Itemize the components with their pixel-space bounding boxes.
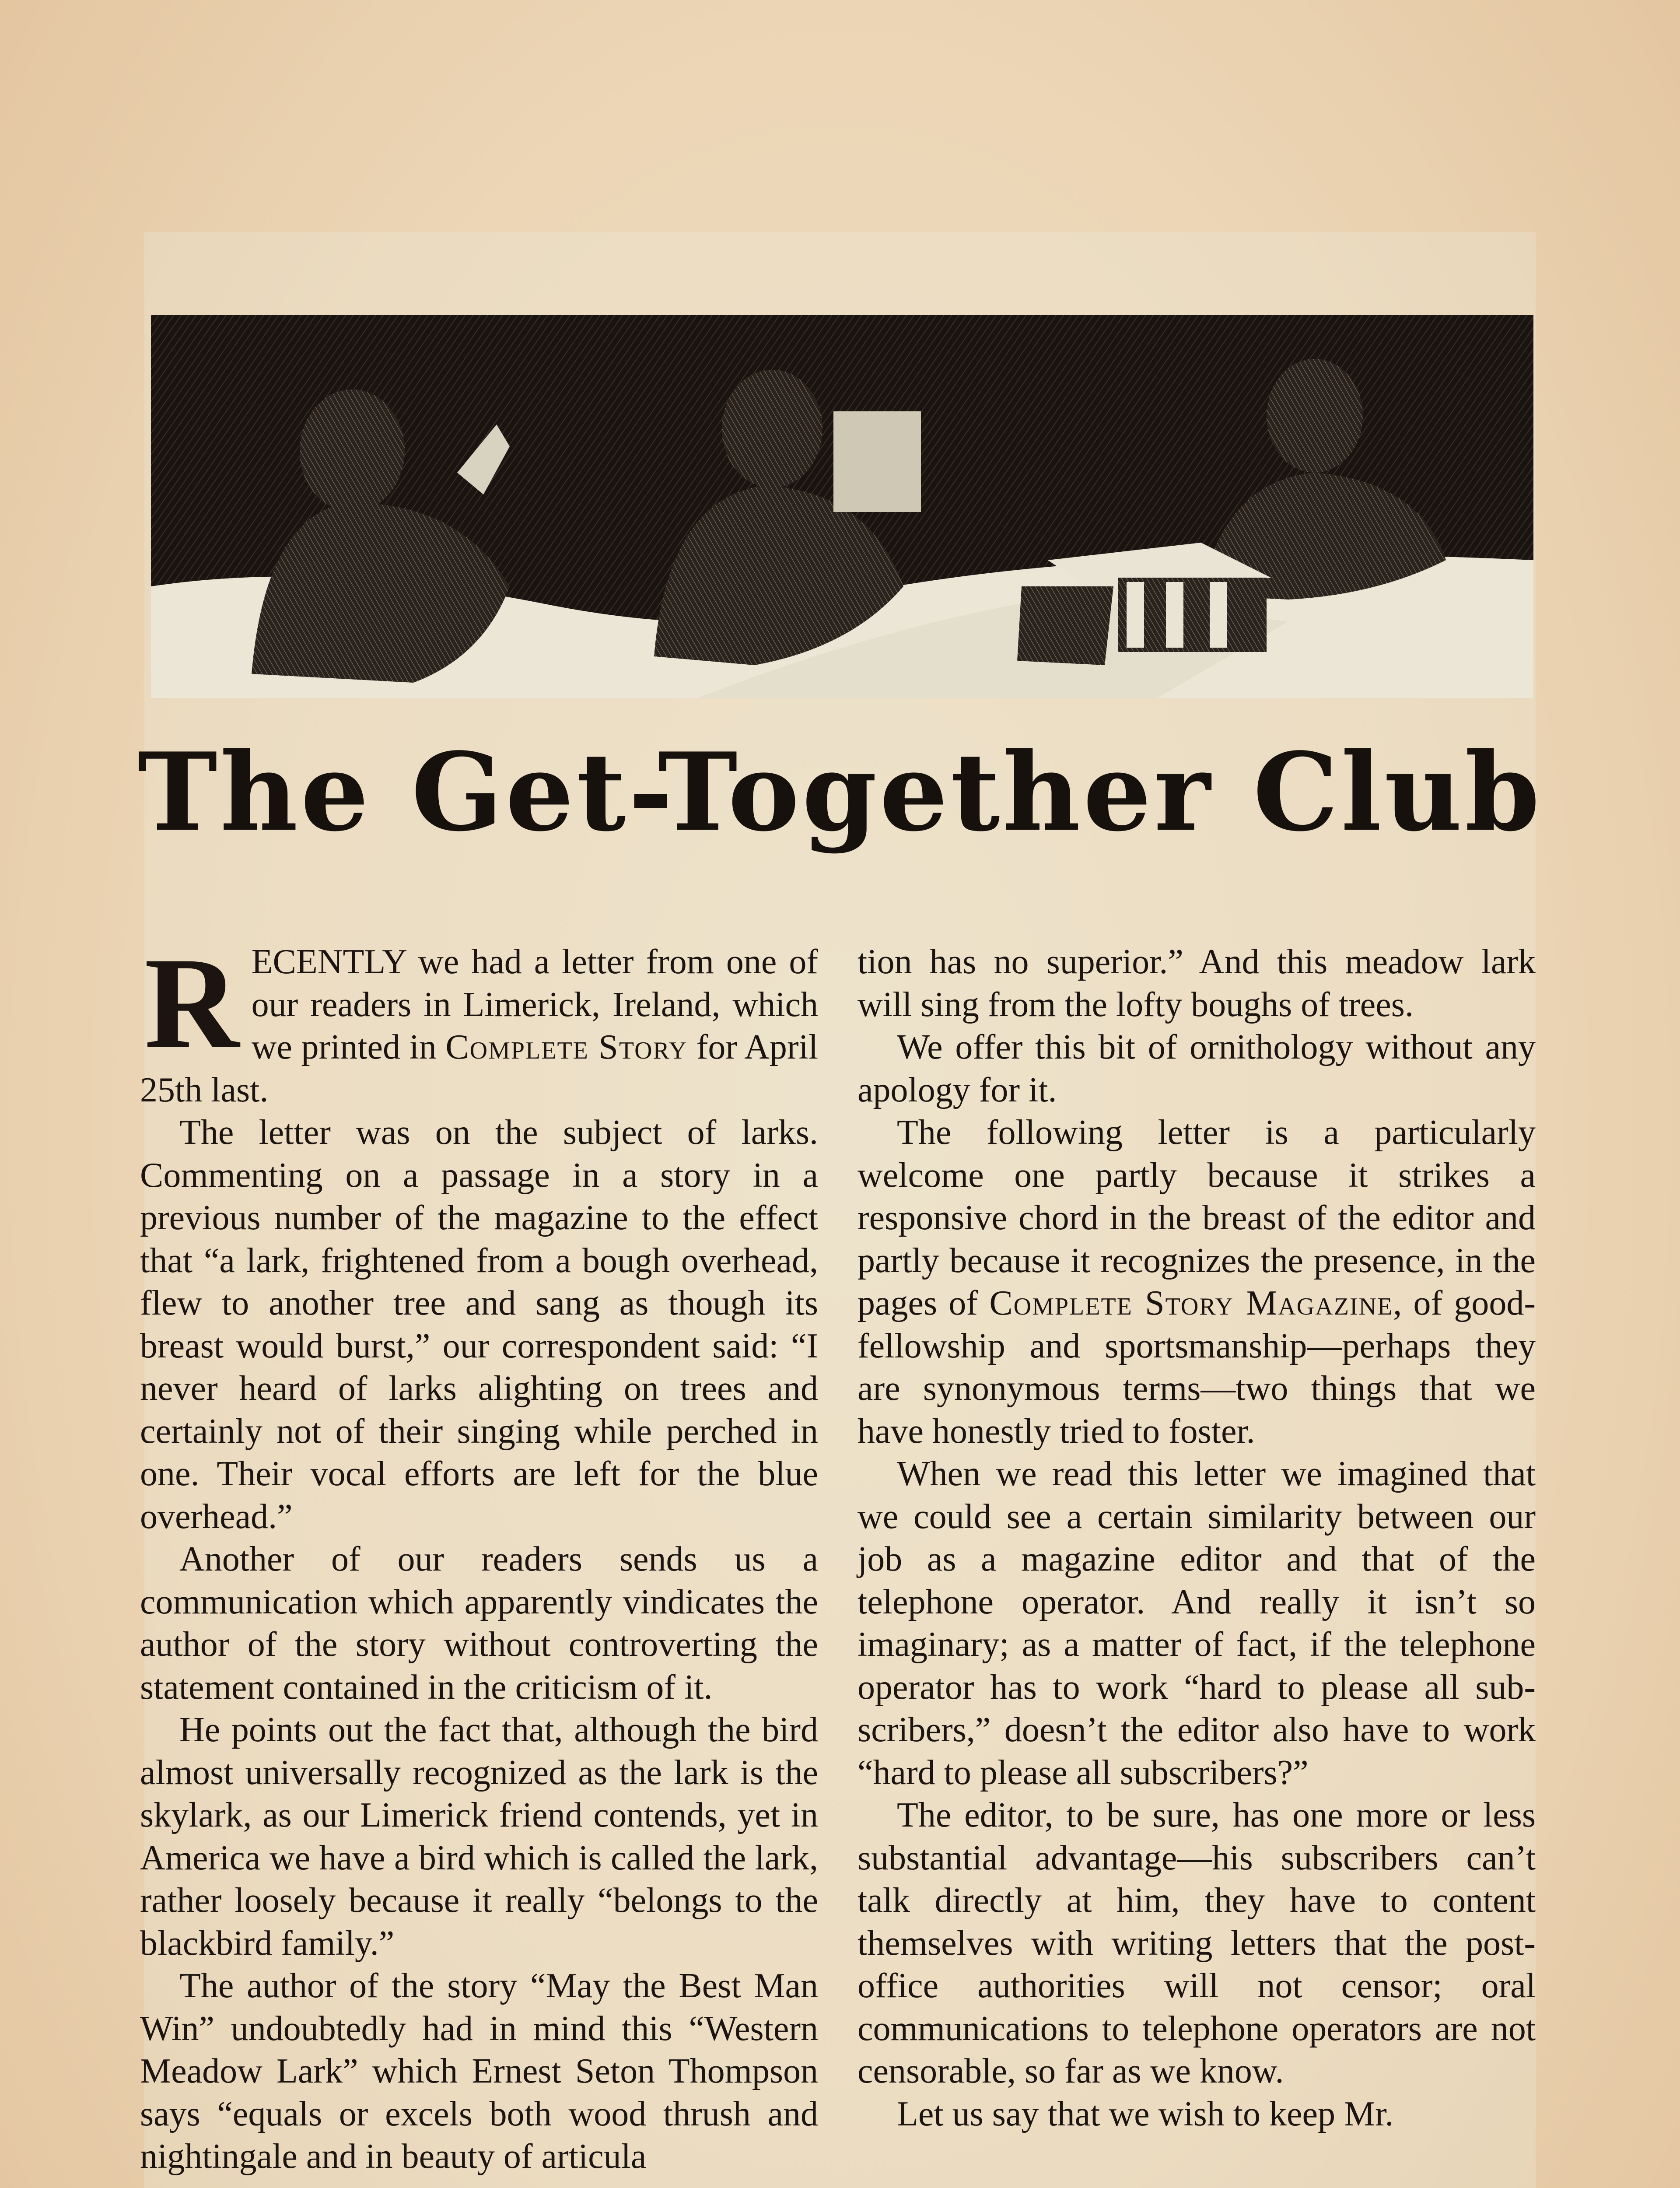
paragraph: Another of our readers sends us a communication which apparently vindicates the author of the story without controverting the statement contained in the criticism of it.	[140, 1540, 818, 1707]
paragraph: We offer this bit of ornithology without any apology for it.	[858, 1028, 1536, 1109]
paragraph: The author of the story “May the Best Man Win” undoubtedly had in mind this “Western Meadow Lark” which Ernest Seton Thompson says “equals or excels both wood thrush and nightingale and in beauty of articula	[140, 1967, 818, 2176]
paragraph: Let us say that we wish to keep Mr.	[897, 2094, 1394, 2133]
article-column-right	[858, 941, 1536, 2135]
paragraph: The letter was on the subject of larks. Commenting on a passage in a story in a previous number of the magazine to the effect that “a lark, frightened from a bough overhead, flew to another tree and sang as though its breast would burst,” our correspondent said: “I never heard of larks alighting on trees and certainly not of their singing while perched in one. Their vocal efforts are left for the blue overhead.”	[140, 1113, 818, 1536]
paragraph: The editor, to be sure, has one more or less substantial advantage—his subscribers can’t talk directly at him, they have to content themselves with writing letters that the post-office authorities will not censor; oral communications to telephone operators are not censorable, so far as we know.	[858, 1796, 1536, 2090]
drop-cap: R	[144, 930, 239, 1076]
header-illustration	[151, 315, 1533, 698]
paragraph: tion has no superior.” And this meadow lark will sing from the lofty boughs of trees.	[858, 943, 1536, 1024]
paragraph: He points out the fact that, although the bird almost universally recognized as the lark is the skylark, as our Limerick friend contends, yet in America we have a bird which is called the lark, rather loosely because it really “belongs to the blackbird family.”	[140, 1711, 818, 1963]
page-title: The Get-Together Club	[137, 729, 1543, 855]
article-column-left	[140, 930, 818, 2178]
paragraph: The following letter is a particularly welcome one partly because it strikes a responsive chord in the breast of the editor and partly because it recognizes the presence, in the pages of Complete Story Magazine, of good-fellowship and sportsmanship—perhaps they are synonymous terms—two things that we have honestly tried to foster.	[858, 1113, 1536, 1451]
paragraph: When we read this letter we imagined that we could see a certain similarity between our job as a magazine editor and that of the telephone operator. And really it isn’t so imaginary; as a matter of fact, if the telephone operator has to work “hard to please all subscribers,” doesn’t the editor also have to work “hard to please all subscribers?”	[858, 1455, 1536, 1792]
paragraph: RECENTLY we had a letter from one of our readers in Limerick, Ireland, which we printed in Complete Story for April 25th last.	[140, 930, 818, 1109]
